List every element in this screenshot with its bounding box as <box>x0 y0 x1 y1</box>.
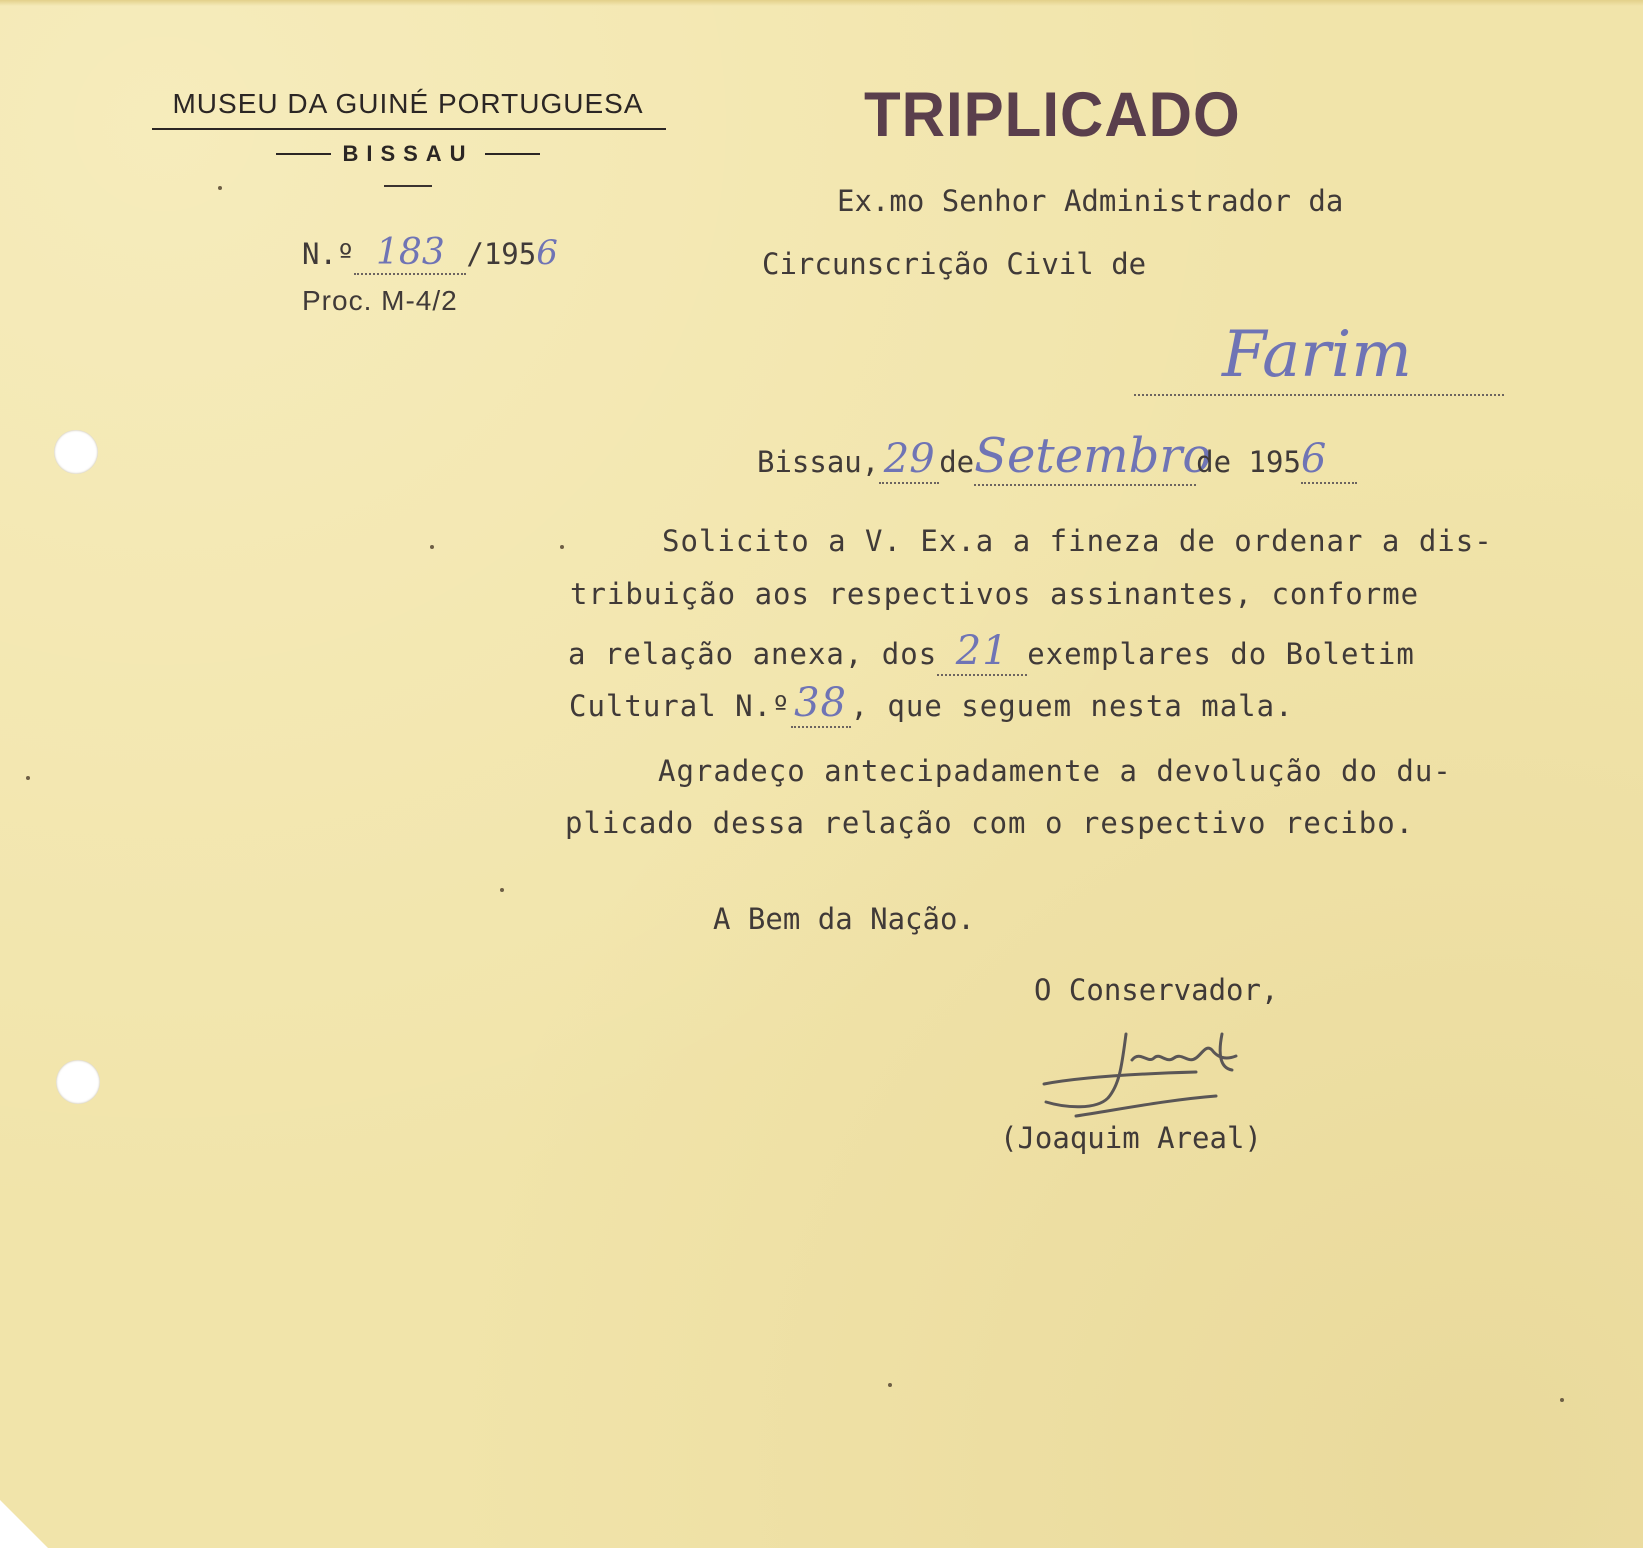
reference-number <box>302 232 558 275</box>
institution-city <box>276 141 540 167</box>
reference-year-typed: /195 <box>466 237 537 271</box>
letterhead-small-rule <box>384 185 432 187</box>
date-connector-1: de <box>939 445 975 479</box>
city-dash-right <box>485 153 540 155</box>
addressee-place-handwritten: Farim <box>1222 318 1412 392</box>
copies-handwritten: 21 <box>937 628 1027 676</box>
paper-speck <box>1560 1398 1564 1402</box>
body-paragraph-1-line-1: Solicito a V. Ex.a a fineza de ordenar a dis- <box>662 524 1493 558</box>
closing-salutation: A Bem da Nação. <box>713 902 975 936</box>
paper-speck <box>430 545 434 549</box>
paper-speck <box>500 888 504 892</box>
signatory-role: O Conservador, <box>1034 973 1279 1007</box>
body-paragraph-1-line-4 <box>569 680 1294 728</box>
letterhead-rule <box>152 128 666 130</box>
institution-name: MUSEU DA GUINÉ PORTUGUESA <box>172 88 644 119</box>
paper-edge <box>0 0 1643 6</box>
body-line-4-end: , que seguem nesta mala. <box>850 689 1294 723</box>
paper-speck <box>218 186 222 190</box>
date-month-handwritten: Setembro <box>974 428 1212 484</box>
triplicate-stamp: TRIPLICADO <box>864 79 1241 150</box>
date-year-handwritten: 6 <box>1301 436 1357 484</box>
body-line-3-start: a relação anexa, dos <box>568 637 938 671</box>
paper-speck <box>560 545 564 549</box>
body-paragraph-1-line-2: tribuição aos respectivos assinantes, conforme <box>570 577 1420 611</box>
scan-margin <box>0 1548 1643 1560</box>
city-dash-left <box>276 153 331 155</box>
body-line-3-end: exemplares do Boletim <box>1027 637 1415 671</box>
date-line <box>757 428 1357 486</box>
signature-mark <box>1036 1024 1296 1124</box>
date-city: Bissau, <box>757 445 880 479</box>
reference-number-handwritten: 183 <box>354 232 466 275</box>
reference-year-handwritten: 6 <box>536 233 558 273</box>
reference-prefix: N.º <box>302 237 355 271</box>
date-day-handwritten: 29 <box>879 436 939 484</box>
body-paragraph-2-line-2: plicado dessa relação com o respectivo recibo. <box>565 806 1415 840</box>
process-reference: Proc. M-4/2 <box>302 285 458 316</box>
paper-speck <box>26 776 30 780</box>
addressee-line-2: Circunscrição Civil de <box>762 247 1147 281</box>
issue-number-handwritten: 38 <box>791 680 851 728</box>
date-connector-2: de 195 <box>1196 445 1301 479</box>
punch-hole-top <box>54 430 98 474</box>
punch-hole-bottom <box>56 1060 100 1104</box>
addressee-line-1: Ex.mo Senhor Administrador da <box>837 184 1344 218</box>
signatory-name: (Joaquim Areal) <box>1000 1121 1262 1155</box>
body-paragraph-1-line-3 <box>568 628 1415 676</box>
body-paragraph-2-line-1: Agradeço antecipadamente a devolução do du- <box>658 754 1452 788</box>
paper-speck <box>888 1383 892 1387</box>
body-line-4-start: Cultural N.º <box>569 689 791 723</box>
city-name: BISSAU <box>342 141 474 166</box>
